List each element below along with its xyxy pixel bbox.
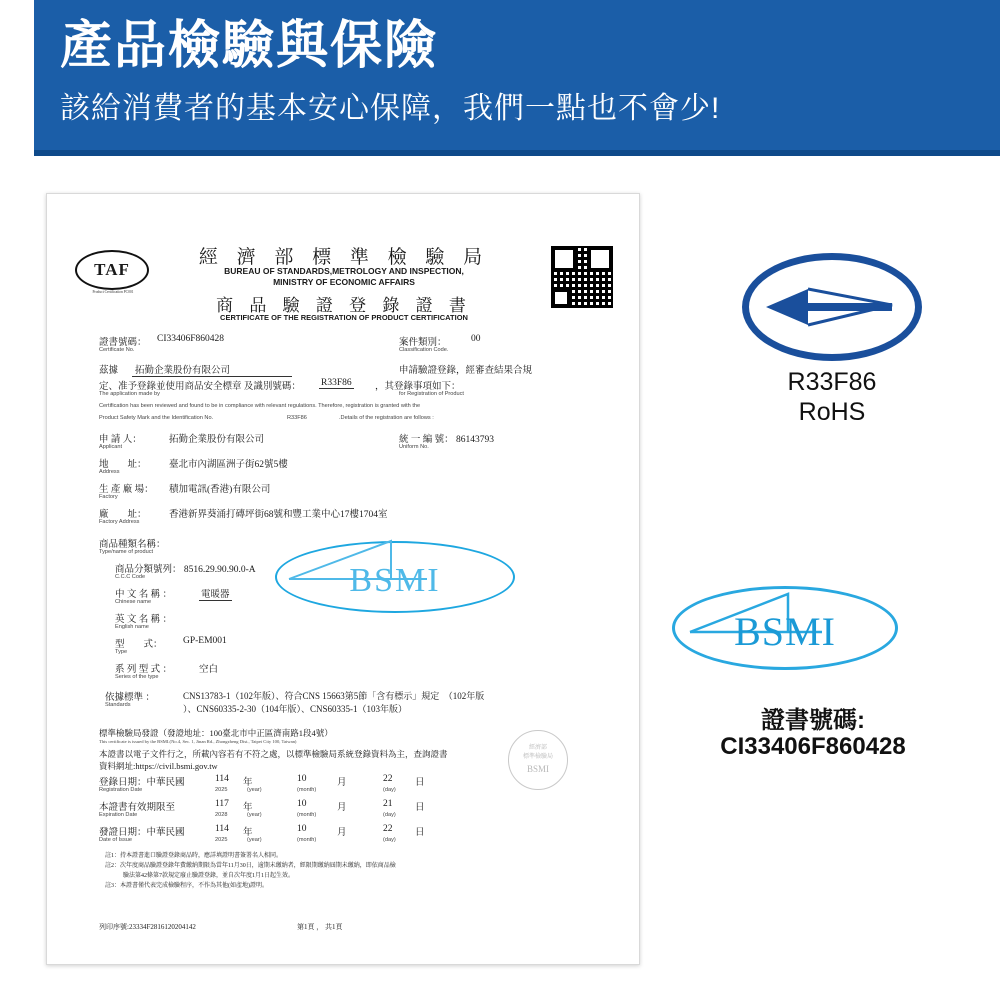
applicant-company-inline: 拓勤企業股份有限公司: [132, 362, 292, 377]
cert-no-value: CI33406F860428: [157, 334, 225, 344]
applicant-value: 拓勤企業股份有限公司: [169, 435, 265, 445]
identification-no-en: R33F86: [287, 415, 307, 421]
expiration-date-day-unit-en: (day): [383, 812, 396, 818]
factory-label: 生 產 廠 場：: [99, 485, 154, 495]
issue-date-day: 22: [383, 824, 393, 834]
statement-prefix: 茲據: [99, 366, 119, 376]
address-label: 地 址：: [99, 460, 147, 470]
chinese-name-label-en: Chinese name: [115, 599, 152, 605]
rohs-arrow-icon: [742, 253, 922, 361]
page-subtitle: 該給消費者的基本安心保障，我們一點也不會少!: [60, 92, 721, 125]
issue-date-year-unit-en: (year): [247, 837, 262, 843]
model-label: 型 式：: [115, 640, 163, 650]
registration-date-year-unit: 年: [243, 778, 253, 788]
seal-ring-icon: [508, 730, 568, 790]
expiration-date-label: 本證書有效期限至: [99, 803, 176, 813]
applicant-label-en: Applicant: [99, 444, 123, 450]
product-type-label-en: Type/name of product: [99, 549, 154, 555]
standards-label: 依據標準 ：: [105, 693, 155, 703]
notice-line-1: 本證書以電子文件行之，所載內容若有不符之處，以標準檢驗局系統登錄資料為主，查詢證書: [99, 749, 448, 759]
classification-label: 案件類別：: [399, 338, 447, 348]
factory-value: 積加電訊(香港)有限公司: [169, 485, 271, 495]
classification-label-en: Classification Code.: [399, 347, 449, 353]
model-value: GP-EM001: [183, 636, 227, 646]
classification-value: 00: [471, 334, 481, 344]
statement-items-follow: ，其登錄事項如下：: [375, 382, 461, 392]
registration-date-label: 登錄日期：中華民國: [99, 778, 185, 788]
statement-made-by-en: The application made by: [99, 391, 160, 397]
expiration-date-label-en: Expiration Date: [99, 812, 138, 818]
rohs-identification-code: R33F86: [787, 368, 877, 396]
expiration-date-year-ad: 2028: [215, 812, 228, 818]
expiration-date-month: 10: [297, 799, 307, 809]
statement-approved: 申請驗證登錄，經審查結果合規: [399, 366, 533, 376]
page-indicator: 第1頁 ， 共1頁: [297, 923, 343, 931]
statement-registration-en: for Registration of Product: [399, 391, 464, 397]
chinese-name-value: 電暖器: [199, 586, 232, 601]
note-3: 驗法第42條第7款規定廢止驗證登錄，並自次年度1月1日起生效。: [105, 873, 295, 879]
cert-no-label-en: Certificate No.: [99, 347, 135, 353]
expiration-date-month-unit: 月: [337, 803, 347, 813]
issuing-authority-en-line1: BUREAU OF STANDARDS,METROLOGY AND INSPECTION,: [224, 266, 464, 276]
note-1: 註1：持本證書進口驗證登錄商品時，應詳填證明書簽署名人相同。: [105, 853, 283, 859]
bsmi-watermark-arrow-icon: [275, 527, 515, 623]
expiration-date-year: 117: [215, 799, 229, 809]
english-name-label-en: English name: [115, 624, 149, 630]
official-seal-stamp: [499, 730, 577, 790]
issuer-address-line-en: This certificate is issued by the BSMI.(No.4, Sec. 1, Jinan Rd., Zhongzheng Dist., Taipei City 100, Taiwan): [99, 739, 297, 744]
banner-left-accent: [0, 0, 34, 156]
bsmi-watermark: [275, 527, 515, 623]
issue-date-year-unit: 年: [243, 828, 253, 838]
ccc-code-row: 商品分類號列： 8516.29.90.90.0-A: [115, 565, 256, 575]
uniform-no: 統 一 編 號： 86143793: [399, 435, 495, 445]
taf-logo-text: TAF: [94, 260, 130, 279]
registration-date-day-unit-en: (day): [383, 787, 396, 793]
standards-label-en: Standards: [105, 702, 131, 708]
registration-date-month-unit-en: (month): [297, 787, 317, 793]
registration-date-day-unit: 日: [415, 778, 425, 788]
ccc-code-label-en: C.C.C Code: [115, 574, 146, 580]
standards-line-2: ）、CNS60335-2-30（104年版）、CNS60335-1（103年版）: [183, 704, 408, 714]
registration-date-month: 10: [297, 774, 307, 784]
applicant-label: 申 請 人：: [99, 435, 142, 445]
factory-label-en: Factory: [99, 494, 118, 500]
issuer-address-line: 標準檢驗局發證（發證地址：100臺北市中正區濟南路1段4號）: [99, 728, 333, 738]
issue-date-year-ad: 2025: [215, 837, 228, 843]
expiration-date-year-unit: 年: [243, 803, 253, 813]
identification-no-inline: R33F86: [321, 378, 352, 388]
seal-line-1: 經濟部: [528, 745, 547, 751]
expiration-date-day-unit: 日: [415, 803, 425, 813]
statement-details-en: .Details of the registration are follows :: [339, 415, 434, 421]
model-label-en: Type: [115, 649, 128, 655]
series-label: 系 列 型 式 ：: [115, 665, 173, 675]
address-label-en: Address: [99, 469, 120, 475]
standards-line-1: CNS13783-1（102年版）、符合CNS 15663第5節「含有標示」規定 （102年版: [183, 691, 485, 701]
print-serial: 列印序號:23334F2816120204142: [99, 923, 196, 931]
bsmi-mark: [672, 580, 898, 676]
statement-mark-line: 定、准予登錄並使用商品安全標章 及識別號碼：: [99, 382, 301, 392]
cert-no-label: 證書號碼：: [99, 338, 147, 348]
series-value: 空白: [199, 665, 219, 675]
english-name-label: 英 文 名 稱 ：: [115, 615, 173, 625]
expiration-date-month-unit-en: (month): [297, 812, 317, 818]
uniform-no-en: Uniform No.: [399, 444, 429, 450]
issue-date-day-unit: 日: [415, 828, 425, 838]
issue-date-label-en: Date of Issue: [99, 837, 132, 843]
issuing-authority-zh: 經 濟 部 標 準 檢 驗 局: [198, 247, 490, 268]
document-title-en: CERTIFICATE OF THE REGISTRATION OF PRODUCT CERTIFICATION: [220, 313, 468, 322]
registration-date-day: 22: [383, 774, 393, 784]
issue-date-month-unit: 月: [337, 828, 347, 838]
certificate-document: [46, 193, 640, 965]
bsmi-watermark-text: BSMI: [349, 562, 441, 599]
seal-line-2: 標準檢驗局: [522, 754, 553, 760]
seal-line-3: BSMI: [526, 764, 549, 774]
registration-date-month-unit: 月: [337, 778, 347, 788]
page-header-banner: [0, 0, 1000, 156]
document-title-zh: 商 品 驗 證 登 錄 證 書: [216, 296, 472, 315]
registration-date-year-ad: 2025: [215, 787, 228, 793]
registration-date-year-unit-en: (year): [247, 787, 262, 793]
factory-address-value: 香港新界葵涌打磚坪街68號和豐工業中心17樓1704室: [169, 510, 388, 520]
rohs-label: RoHS: [798, 398, 866, 426]
notice-line-2: 資料網址:https://civil.bsmi.gov.tw: [99, 761, 218, 771]
issue-date-day-unit-en: (day): [383, 837, 396, 843]
issue-date-year: 114: [215, 824, 229, 834]
registration-date-label-en: Registration Date: [99, 787, 143, 793]
taf-logo-subtext: Product Certification PC001: [92, 290, 134, 294]
statement-compliance-en: Certification has been reviewed and found to be in compliance with relevant regulations. Therefore, registration is granted with the: [99, 403, 421, 409]
banner-bottom-rule: [34, 150, 1000, 156]
certificate-number-value: CI33406F860428: [720, 733, 906, 760]
rohs-circle-arrow-mark: [742, 253, 922, 361]
bsmi-mark-text: BSMI: [734, 609, 836, 654]
issue-date-month: 10: [297, 824, 307, 834]
registration-date-year: 114: [215, 774, 229, 784]
note-2: 註2：次年度商品驗證登錄年費繳納期限為當年11月30日，逾期未繳納者，經限期繳納屆期未繳納，即依商品檢: [105, 863, 396, 869]
chinese-name-label: 中 文 名 稱 ：: [115, 590, 173, 600]
issuing-authority-en-line2: MINISTRY OF ECONOMIC AFFAIRS: [273, 277, 415, 287]
certificate-number-label: 證書號碼:: [761, 707, 865, 734]
issue-date-label: 發證日期：中華民國: [99, 828, 185, 838]
address-value: 臺北市內湖區洲子街62號5樓: [169, 460, 288, 470]
issue-date-month-unit-en: (month): [297, 837, 317, 843]
expiration-date-year-unit-en: (year): [247, 812, 262, 818]
product-type-label: 商品種類名稱：: [99, 540, 166, 550]
series-label-en: Series of the type: [115, 674, 159, 680]
expiration-date-day: 21: [383, 799, 393, 809]
note-4: 註3：本證書僅代表完成檢驗程序，不作為其他(如產地)證明。: [105, 883, 268, 889]
factory-address-label: 廠 址：: [99, 510, 147, 520]
statement-mark-en: Product Safety Mark and the Identification No.: [99, 415, 214, 421]
factory-address-label-en: Factory Address: [99, 519, 140, 525]
page-title: 產品檢驗與保險: [60, 17, 439, 75]
bsmi-watermark-ellipse-icon: [275, 541, 515, 613]
